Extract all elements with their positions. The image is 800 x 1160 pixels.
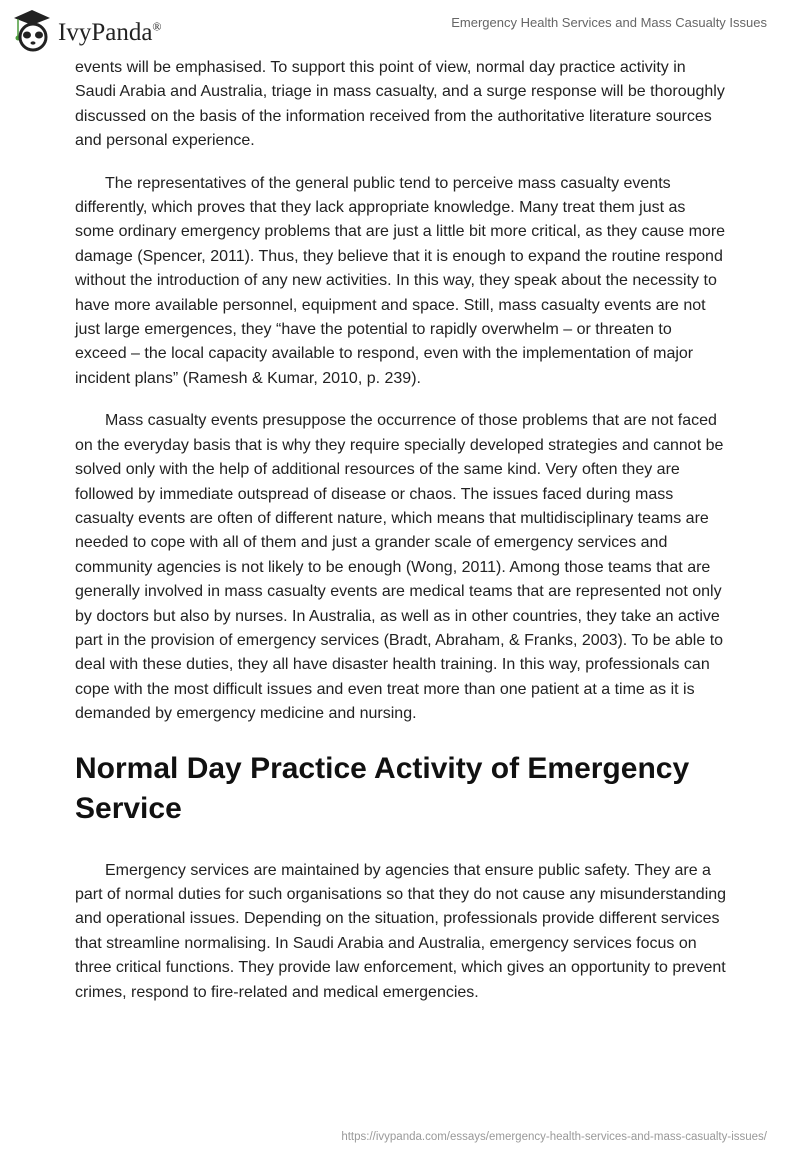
paragraph: Emergency services are maintained by agencies that ensure public safety. They are a part of normal duties for such organisations so that they do not cause any misunderstanding and operational issues. Depending on the situation, professionals provide different services that streamline normalising. In Saudi Arabia and Australia, emergency services focus on three critical functions. They provide law enforcement, which gives an opportunity to prevent crimes, respond to fire-related and medical emergencies.: [75, 861, 727, 1001]
page-header: [0, 0, 800, 56]
paragraph: The representatives of the general public tend to perceive mass casualty events differently, which proves that they lack appropriate knowledge. Many treat them just as some ordinary emergency problems that are just a little bit more critical, as they cause more damage (Spencer, 2011). Thus, they believe that it is enough to expand the routine respond without the introduction of any new activities. In this way, they speak about the necessity to have more available personnel, equipment and space. Still, mass casualty events are not just large emergences, they “have the potential to rapidly overwhelm – or threaten to exceed – the local capacity available to respond, even with the implementation of major incident plans” (Ramesh & Kumar, 2010, p. 239).: [75, 174, 726, 387]
paragraph: events will be emphasised. To support this point of view, normal day practice activity in Saudi Arabia and Australia, triage in mass casualty, and a surge response will be thoroughly discussed on the basis of the information received from the authoritative literature sources and personal experience.: [75, 59, 725, 150]
logo-text: IvyPanda®: [58, 19, 162, 46]
document-title: Emergency Health Services and Mass Casualty Issues: [451, 15, 767, 30]
panda-graduate-icon: [12, 8, 52, 52]
essay-content: [75, 56, 727, 1023]
section-heading: Normal Day Practice Activity of Emergency Service: [75, 751, 690, 825]
paragraph: Mass casualty events presuppose the occurrence of those problems that are not faced on the everyday basis that is why they require specially developed strategies and cannot be solved only with the help of additional resources of the same kind. Very often they are followed by immediate outspread of disease or chaos. The issues faced during mass casualty events are often of different nature, which means that multidisciplinary teams are needed to cope with all of them and just a grander scale of emergency services and community agencies is not likely to be enough (Wong, 2011). Among those teams that are generally involved in mass casualty events are medical teams that are represented not only by doctors but also by nurses. In Australia, as well as in other countries, they take an active part in the provision of emergency services (Bradt, Abraham, & Franks, 2003). To be able to deal with these duties, they all have disaster health training. In this way, professionals can cope with the most difficult issues and even treat more than one patient at a time as it is demanded by emergency medicine and nursing.: [75, 412, 724, 723]
source-url[interactable]: https://ivypanda.com/essays/emergency-health-services-and-mass-casualty-issues/: [341, 1131, 767, 1143]
ivypanda-logo[interactable]: [12, 8, 162, 52]
